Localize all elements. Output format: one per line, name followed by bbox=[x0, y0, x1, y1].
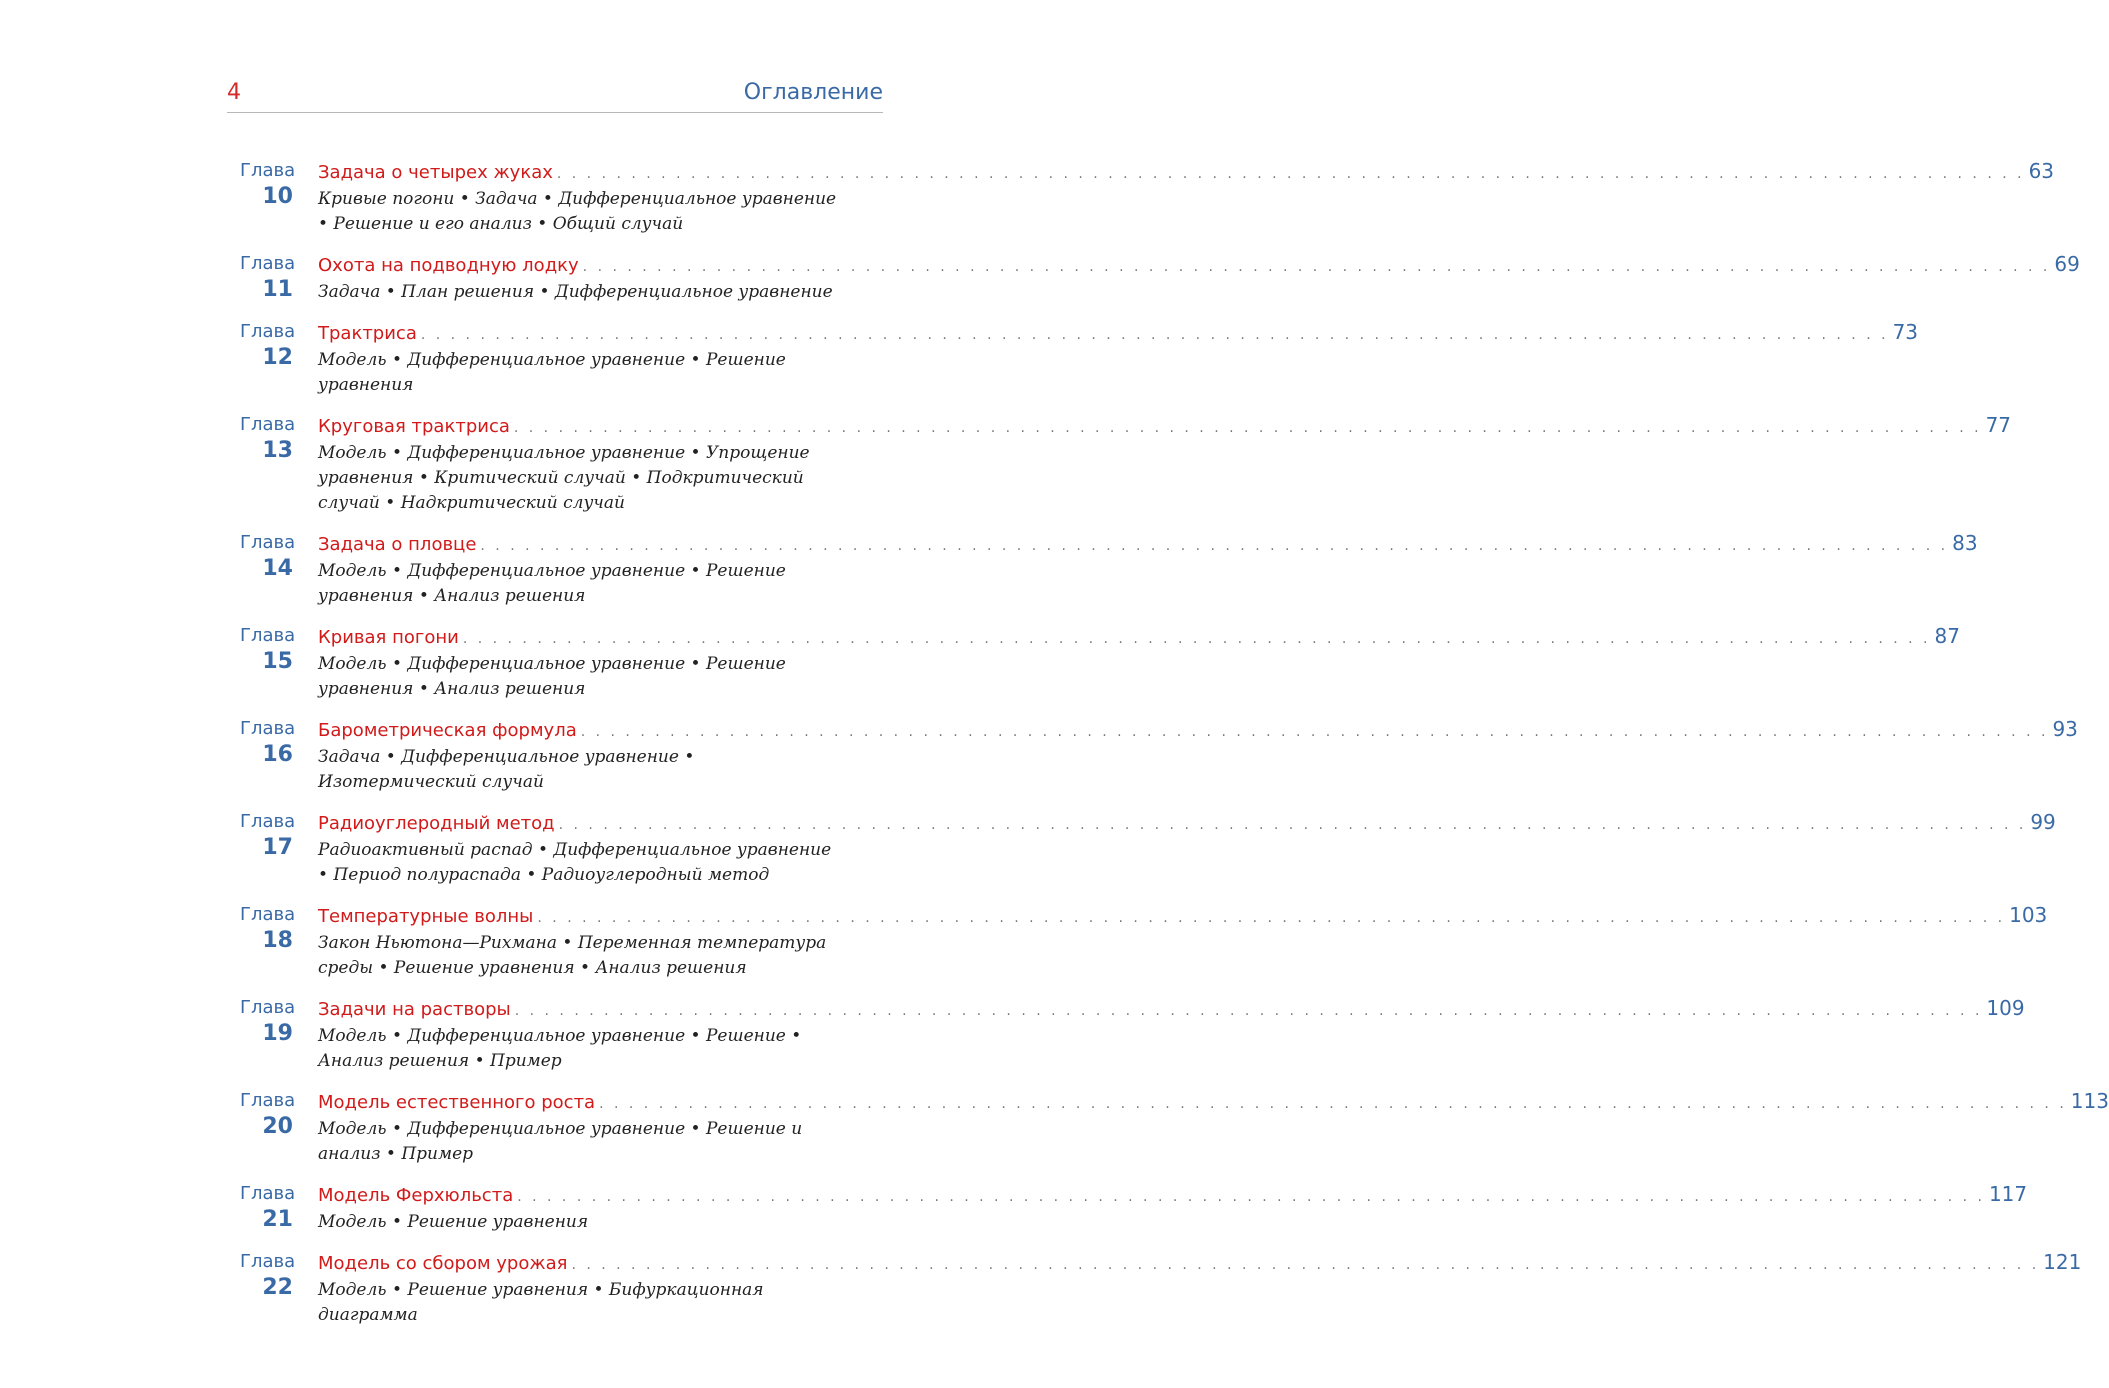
dot-leader bbox=[515, 998, 1983, 1024]
chapter-number: 11 bbox=[262, 277, 293, 302]
chapter-label bbox=[240, 412, 318, 516]
chapter-title[interactable]: Трактриса bbox=[318, 323, 417, 344]
chapter-title[interactable]: Барометрическая формула bbox=[318, 720, 577, 741]
chapter-title[interactable]: Модель Ферхюльста bbox=[318, 1185, 514, 1206]
chapter-word: Глава bbox=[240, 811, 296, 832]
chapter-description: Модель • Дифференциальное уравнение • Упрощение уравнения • Критический случай • Подкритический случай • Надкритический случай bbox=[318, 443, 810, 513]
chapter-page[interactable]: 69 bbox=[2054, 252, 2080, 276]
chapter-word: Глава bbox=[240, 321, 296, 342]
chapter-description: Радиоактивный распад • Дифференциальное уравнение • Период полураспада • Радиоуглеродный метод bbox=[318, 840, 832, 885]
chapter-page[interactable]: 73 bbox=[1892, 320, 1919, 344]
toc-entry[interactable] bbox=[240, 902, 2048, 981]
chapter-label bbox=[240, 716, 318, 795]
chapter-number: 14 bbox=[262, 556, 293, 581]
chapter-description: Модель • Дифференциальное уравнение • Решение и анализ • Пример bbox=[318, 1119, 803, 1164]
chapter-page[interactable]: 83 bbox=[1952, 531, 1978, 555]
chapter-title[interactable]: Задача о четырех жуках bbox=[318, 162, 553, 183]
chapter-number: 19 bbox=[262, 1021, 293, 1046]
chapter-title[interactable]: Модель естественного роста bbox=[318, 1092, 596, 1113]
chapter-label bbox=[240, 623, 318, 702]
chapter-description: Кривые погони • Задача • Дифференциальное уравнение • Решение и его анализ • Общий случай bbox=[318, 189, 837, 234]
page-header bbox=[227, 80, 883, 113]
dot-leader bbox=[463, 626, 1931, 652]
chapter-number: 17 bbox=[262, 835, 293, 860]
chapter-word: Глава bbox=[240, 1183, 296, 1204]
chapter-word: Глава bbox=[240, 904, 296, 925]
chapter-label bbox=[240, 995, 318, 1074]
chapter-description: Задача • Дифференциальное уравнение • Изотермический случай bbox=[318, 747, 695, 792]
chapter-title[interactable]: Охота на подводную лодку bbox=[318, 255, 579, 276]
toc-entry[interactable] bbox=[240, 319, 1919, 398]
dot-leader bbox=[517, 1184, 1985, 1210]
chapter-number: 12 bbox=[262, 345, 293, 370]
chapter-word: Глава bbox=[240, 1090, 296, 1111]
chapter-number: 16 bbox=[262, 742, 293, 767]
dot-leader bbox=[514, 415, 1982, 441]
toc-entry[interactable] bbox=[240, 995, 2025, 1074]
dot-leader bbox=[581, 719, 2049, 745]
chapter-number: 10 bbox=[262, 184, 293, 209]
chapter-word: Глава bbox=[240, 997, 296, 1018]
dot-leader bbox=[480, 533, 1948, 559]
chapter-label bbox=[240, 1249, 318, 1328]
chapter-number: 22 bbox=[262, 1275, 293, 1300]
chapter-number: 21 bbox=[262, 1207, 293, 1232]
chapter-title[interactable]: Задачи на растворы bbox=[318, 999, 511, 1020]
chapter-description: Модель • Решение уравнения • Бифуркационная диаграмма bbox=[318, 1280, 764, 1325]
chapter-title[interactable]: Круговая трактриса bbox=[318, 416, 510, 437]
chapter-word: Глава bbox=[240, 1251, 296, 1272]
toc-entry[interactable] bbox=[240, 251, 2080, 305]
page-number: 4 bbox=[227, 80, 241, 105]
chapter-title[interactable]: Радиоуглеродный метод bbox=[318, 813, 555, 834]
chapter-page[interactable]: 99 bbox=[2030, 810, 2056, 834]
chapter-word: Глава bbox=[240, 718, 296, 739]
dot-leader bbox=[583, 254, 2051, 280]
chapter-label bbox=[240, 158, 318, 237]
dot-leader bbox=[537, 905, 2005, 931]
chapter-page[interactable]: 63 bbox=[2028, 159, 2055, 183]
chapter-description: Модель • Дифференциальное уравнение • Решение • Анализ решения • Пример bbox=[318, 1026, 802, 1071]
chapter-number: 13 bbox=[262, 438, 293, 463]
chapter-label bbox=[240, 530, 318, 609]
chapter-title[interactable]: Модель со сбором урожая bbox=[318, 1253, 568, 1274]
dot-leader bbox=[599, 1091, 2067, 1117]
chapter-label bbox=[240, 319, 318, 398]
dot-leader bbox=[559, 812, 2027, 838]
chapter-page[interactable]: 103 bbox=[2009, 903, 2048, 927]
chapter-word: Глава bbox=[240, 160, 296, 181]
toc-entry[interactable] bbox=[240, 1088, 2109, 1167]
chapter-page[interactable]: 93 bbox=[2052, 717, 2078, 741]
chapter-page[interactable]: 117 bbox=[1988, 1182, 2028, 1206]
chapter-title[interactable]: Задача о пловце bbox=[318, 534, 477, 555]
table-of-contents bbox=[240, 158, 2109, 1342]
chapter-word: Глава bbox=[240, 532, 296, 553]
toc-entry[interactable] bbox=[240, 623, 1960, 702]
chapter-word: Глава bbox=[240, 253, 296, 274]
chapter-number: 18 bbox=[262, 928, 293, 953]
chapter-page[interactable]: 109 bbox=[1986, 996, 2025, 1020]
chapter-description: Закон Ньютона—Рихмана • Переменная температура среды • Решение уравнения • Анализ решения bbox=[318, 933, 827, 978]
chapter-word: Глава bbox=[240, 625, 296, 646]
chapter-number: 20 bbox=[262, 1114, 293, 1139]
chapter-word: Глава bbox=[240, 414, 296, 435]
toc-entry[interactable] bbox=[240, 1181, 2028, 1235]
toc-entry[interactable] bbox=[240, 716, 2078, 795]
dot-leader bbox=[571, 1252, 2039, 1278]
chapter-label bbox=[240, 902, 318, 981]
chapter-page[interactable]: 121 bbox=[2043, 1250, 2082, 1274]
toc-entry[interactable] bbox=[240, 530, 1978, 609]
dot-leader bbox=[557, 161, 2025, 187]
toc-entry[interactable] bbox=[240, 809, 2056, 888]
toc-entry[interactable] bbox=[240, 1249, 2082, 1328]
chapter-title[interactable]: Температурные волны bbox=[318, 906, 534, 927]
chapter-label bbox=[240, 251, 318, 305]
chapter-description: Модель • Дифференциальное уравнение • Решение уравнения • Анализ решения bbox=[318, 561, 786, 606]
chapter-description: Модель • Дифференциальное уравнение • Решение уравнения • Анализ решения bbox=[318, 654, 786, 699]
chapter-page[interactable]: 77 bbox=[1985, 413, 2012, 437]
chapter-number: 15 bbox=[262, 649, 293, 674]
chapter-page[interactable]: 113 bbox=[2070, 1089, 2109, 1113]
chapter-title[interactable]: Кривая погони bbox=[318, 627, 459, 648]
chapter-description: Модель • Дифференциальное уравнение • Решение уравнения bbox=[318, 350, 786, 395]
chapter-label bbox=[240, 809, 318, 888]
toc-entry[interactable] bbox=[240, 158, 2055, 237]
header-title: Оглавление bbox=[743, 80, 883, 105]
chapter-description: Задача • План решения • Дифференциальное уравнение bbox=[318, 282, 833, 302]
chapter-label bbox=[240, 1088, 318, 1167]
toc-entry[interactable] bbox=[240, 412, 2012, 516]
chapter-label bbox=[240, 1181, 318, 1235]
chapter-description: Модель • Решение уравнения bbox=[318, 1212, 589, 1232]
dot-leader bbox=[421, 322, 1889, 348]
chapter-page[interactable]: 87 bbox=[1934, 624, 1960, 648]
